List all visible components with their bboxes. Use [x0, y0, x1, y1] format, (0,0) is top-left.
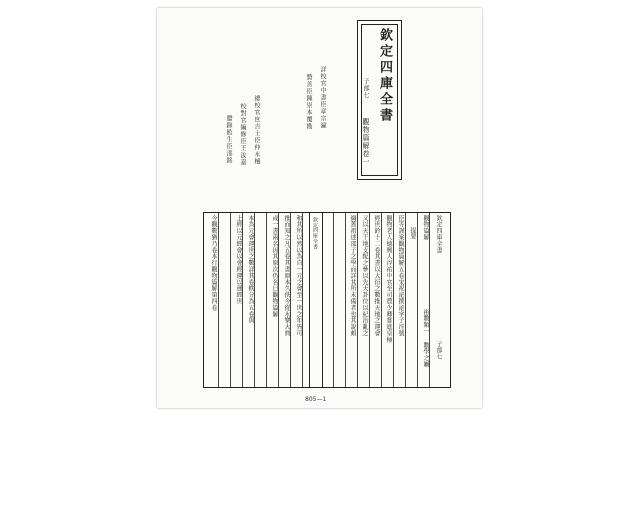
header-category: 術數類一 數學之屬: [422, 309, 429, 368]
text-column: 或一書兩名因其原次仍名曰觀物篇解: [271, 215, 278, 318]
header-book: 觀物篇解: [422, 215, 429, 241]
cover-book-title: 觀物篇解卷一: [362, 118, 370, 166]
credit-line: 贊善臣陳崇本覆勘: [305, 74, 312, 130]
text-column: 又以天干地支配之參以先天卦位以紀治亂之: [361, 215, 368, 337]
credit-line: 謄錄監生臣邵銘: [225, 115, 232, 164]
text-column: 和其所以然以為自一元之會至一世之年皆可: [295, 215, 302, 337]
page-number: 805—1: [305, 396, 327, 403]
text-column: 綱蓋祖述邵子之學而詳其所未備者也其說頗: [349, 215, 356, 337]
credit-line: 校對官編修臣王汝嘉: [239, 103, 246, 166]
text-column: 推而知之凡五卷其書原本久佚今從永樂大典: [283, 215, 290, 337]
text-column: 今觀數猶乃卷本行觀物篇解第四卷: [210, 215, 217, 311]
cover-title: 欽定四庫全書: [377, 28, 392, 124]
credit-line: 總校官庶吉士臣仲永檀: [253, 95, 260, 165]
text-column: 觀物老人德興人淳祐中官至司農少卿嘗進皇極: [385, 215, 392, 343]
band-label: 欽定四庫全書: [312, 217, 318, 250]
header-section: 子部七: [435, 341, 442, 361]
text-block: [203, 212, 451, 388]
text-column: 本為元會運世之數詳其卷帙分為五卷與: [247, 215, 254, 324]
text-column: 經世鈐十二卷其書以大衍之數推天地之運會: [373, 215, 380, 337]
credit-line: 詳校官中書臣章宗瀛: [319, 66, 326, 129]
text-column: 提要: [409, 227, 416, 240]
cover-section: 子部七: [362, 78, 369, 99]
text-column: 臣等謹案觀物篇解五卷宋祝泌撰泌字子涇號: [397, 215, 404, 337]
header-title: 欽定四庫全書: [435, 215, 442, 254]
text-column: 上經以元經會以會經運以運經世: [235, 215, 242, 305]
